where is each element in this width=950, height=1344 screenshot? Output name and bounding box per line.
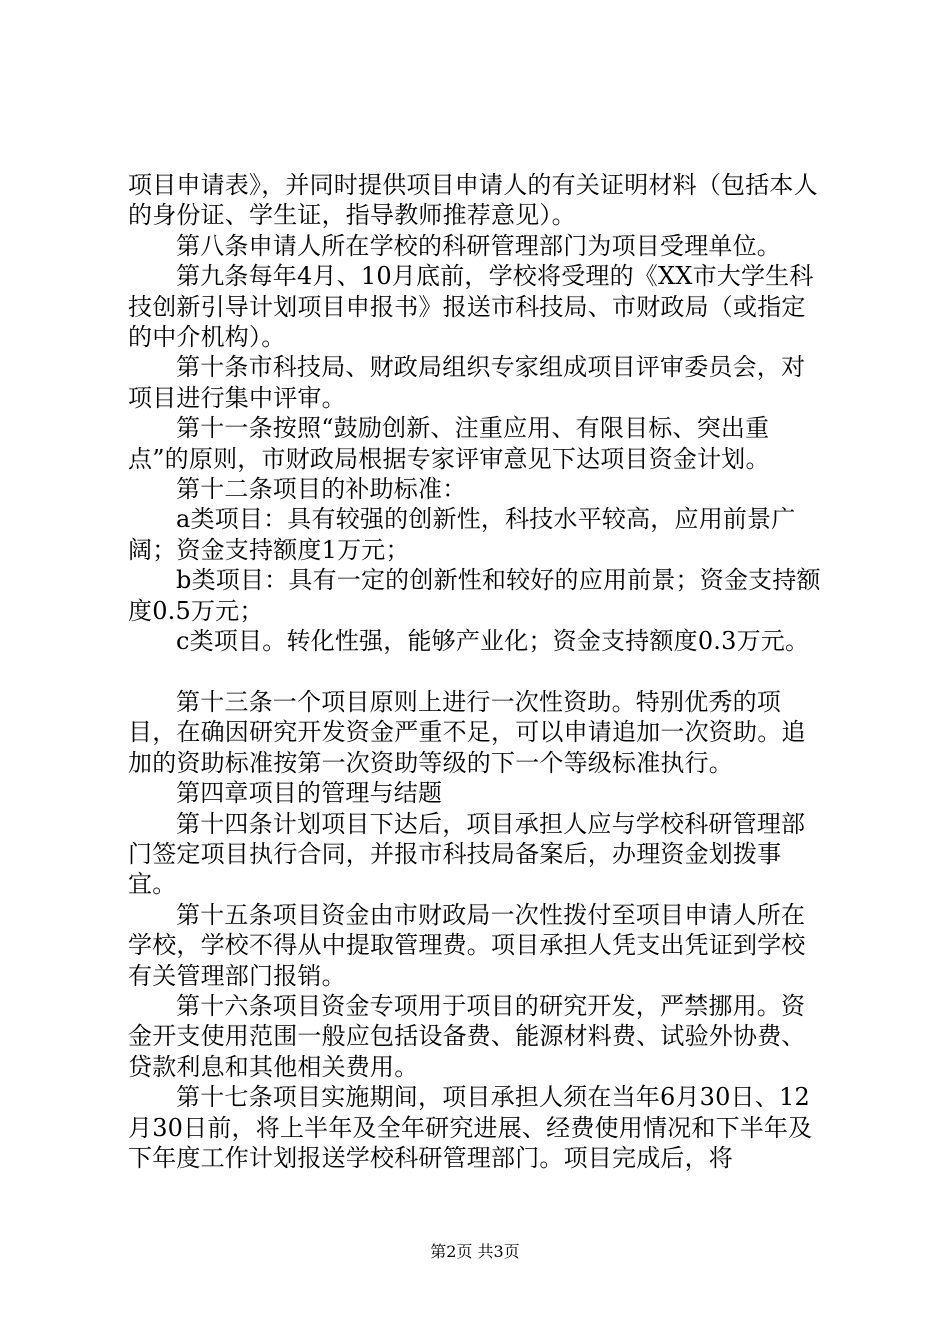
paragraph-article-14: 第十四条计划项目下达后，项目承担人应与学校科研管理部门签定项目执行合同，并报市科技局备案后，办理资金划拨事宜。 xyxy=(128,809,806,899)
paragraph-continuation: 项目申请表》，并同时提供项目申请人的有关证明材料（包括本人的身份证、学生证，指导教师推荐意见）。 xyxy=(128,171,818,230)
blank-line xyxy=(128,657,828,687)
paragraph-class-b: b类项目：具有一定的创新性和较好的应用前景；资金支持额度0.5万元； xyxy=(128,566,821,625)
paragraph-article-9: 第九条每年4月、10月底前，学校将受理的《XX市大学生科技创新引导计划项目申报书》报送市科技局、市财政局（或指定的中介机构）。 xyxy=(128,262,814,352)
paragraph-class-a: a类项目：具有较强的创新性，科技水平较高，应用前景广阔；资金支持额度1万元； xyxy=(128,505,796,564)
paragraph-article-8: 第八条申请人所在学校的科研管理部门为项目受理单位。 xyxy=(176,231,781,260)
paragraph-article-17: 第十七条项目实施期间，项目承担人须在当年6月30日、12月30日前，将上半年及全年研究进展、经费使用情况和下半年及下年度工作计划报送学校科研管理部门。项目完成后，将 xyxy=(128,1083,813,1172)
paragraph-article-16: 第十六条项目资金专项用于项目的研究开发，严禁挪用。资金开支使用范围一般应包括设备费、能源材料费、试验外协费、贷款利息和其他相关费用。 xyxy=(128,991,806,1081)
paragraph-article-15: 第十五条项目资金由市财政局一次性拨付至项目申请人所在学校，学校不得从中提取管理费。项目承担人凭支出凭证到学校有关管理部门报销。 xyxy=(128,900,806,990)
paragraph-class-c: c类项目。转化性强，能够产业化；资金支持额度0.3万元。 xyxy=(176,627,810,656)
chapter-heading: 第四章项目的管理与结题 xyxy=(176,779,443,808)
page-number: 第2页 共3页 xyxy=(430,1242,520,1261)
paragraph-article-12: 第十二条项目的补助标准： xyxy=(176,475,467,504)
document-body xyxy=(128,170,828,1173)
paragraph-article-10: 第十条市科技局、财政局组织专家组成项目评审委员会，对项目进行集中评审。 xyxy=(128,353,806,412)
paragraph-article-13: 第十三条一个项目原则上进行一次性资助。特别优秀的项目，在确因研究开发资金严重不足，可以申请追加一次资助。追加的资助标准按第一次资助等级的下一个等级标准执行。 xyxy=(128,687,806,777)
paragraph-article-11: 第十一条按照“鼓励创新、注重应用、有限目标、突出重点”的原则，市财政局根据专家评审意见下达项目资金计划。 xyxy=(128,414,770,473)
page-footer xyxy=(0,1242,950,1262)
